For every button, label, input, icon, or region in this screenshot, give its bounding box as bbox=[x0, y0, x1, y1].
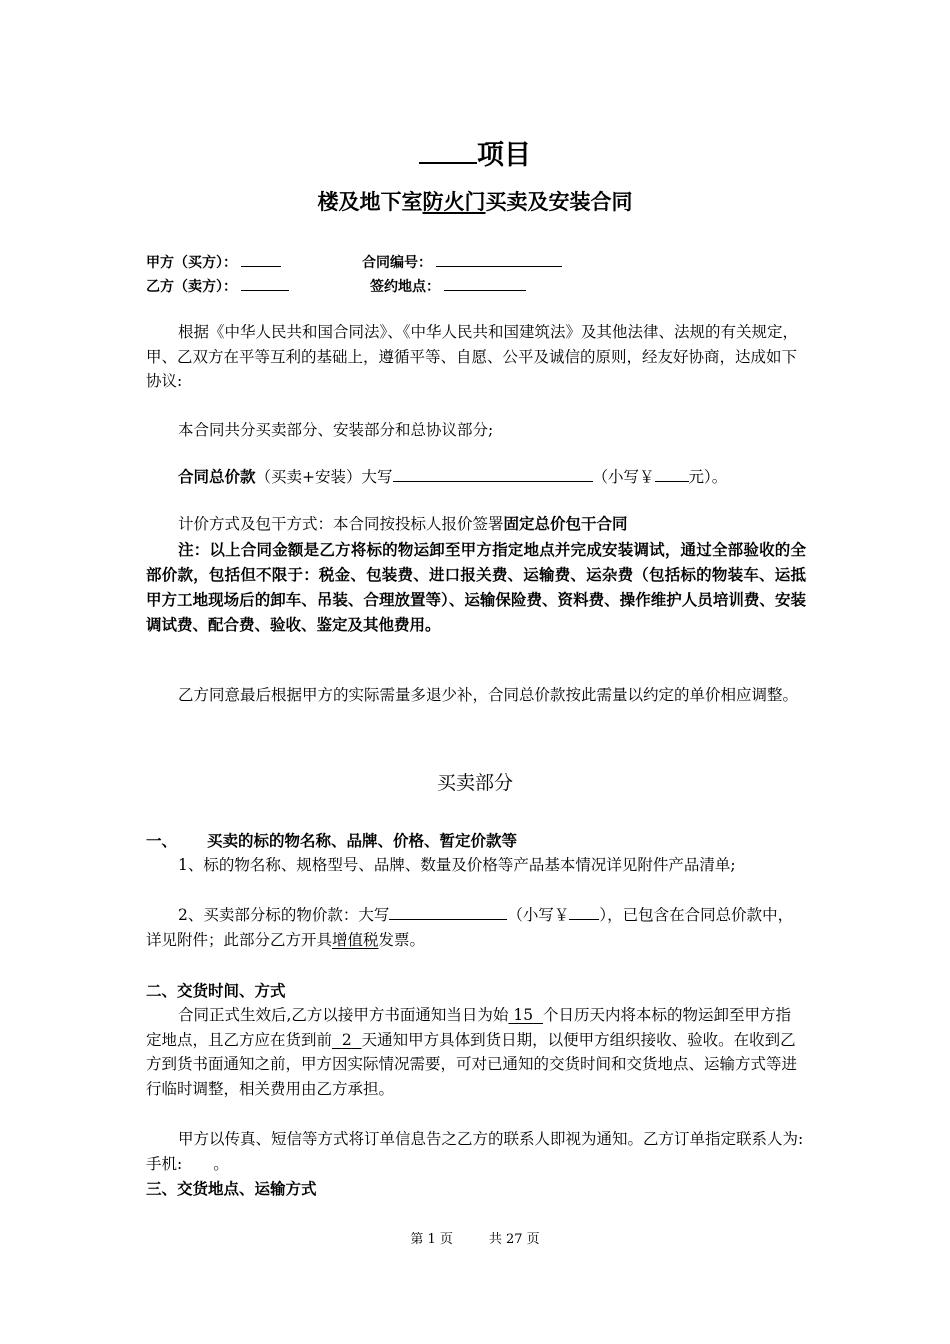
party-b-line: 乙方（卖方）： bbox=[146, 276, 289, 296]
sale-price-number-blank bbox=[569, 903, 599, 920]
article-1-item-1: 1、标的物名称、规格型号、品牌、数量及价格等产品基本情况详见附件产品清单; bbox=[178, 856, 736, 874]
article-3-heading: 三、交货地点、运输方式 bbox=[146, 1180, 317, 1198]
page-footer bbox=[0, 1228, 950, 1247]
sign-place-blank bbox=[444, 276, 526, 291]
article-1-heading: 一、 买卖的标的物名称、品牌、价格、暂定价款等 bbox=[146, 832, 518, 850]
article-2-paragraph-1: 合同正式生效后,乙方以接甲方书面通知当日为始 15 个日历天内将本标的物运卸至甲方指定地点，且乙方应在货到前 2 天通知甲方具体到货日期，以便甲方组织接收、验收。在收到乙方到货书面通知之前，甲方因实际情况需要，可对已通知的交货时间和交货地点、运输方式等进行临时调整，相关费用由乙方承担。 bbox=[146, 1006, 798, 1098]
page-total: 共 27 页 bbox=[488, 1232, 540, 1247]
sign-place-line: 签约地点： bbox=[370, 276, 526, 296]
contract-no-blank bbox=[436, 252, 562, 267]
price-note-paragraph: 注：以上合同金额是乙方将标的物运卸至甲方指定地点并完成安装调试，通过全部验收的全部价款，包括但不限于：税金、包装费、进口报关费、运输费、运杂费（包括标的物装车、运抵甲方工地现场后的卸车、吊装、合理放置等）、运输保险费、资料费、操作维护人员培训费、安装调试费、配合费、验收、鉴定及其他费用。 bbox=[146, 541, 806, 634]
total-price-number-blank bbox=[655, 465, 689, 482]
adjustment-paragraph: 乙方同意最后根据甲方的实际需量多退少补，合同总价款按此需量以约定的单价相应调整。 bbox=[178, 686, 799, 704]
article-2-heading: 二、交货时间、方式 bbox=[146, 982, 286, 1000]
project-name-blank bbox=[419, 138, 477, 164]
total-price-line: 合同总价款（买卖+安装）大写 （小写￥ 元）。 bbox=[146, 465, 806, 490]
contract-no-line: 合同编号： bbox=[362, 252, 562, 272]
section-title-sale: 买卖部分 bbox=[436, 772, 513, 794]
page-number: 第 1 页 bbox=[410, 1232, 453, 1247]
document-subtitle: 楼及地下室防火门买卖及安装合同 bbox=[317, 190, 633, 214]
party-a-line: 甲方（买方）： bbox=[146, 252, 281, 272]
pricing-method-line: 计价方式及包干方式：本合同按投标人报价签署固定总价包干合同 bbox=[178, 515, 628, 533]
intro-paragraph: 根据《中华人民共和国合同法》、《中华人民共和国建筑法》及其他法律、法规的有关规定，甲、乙双方在平等互利的基础上，遵循平等、自愿、公平及诚信的原则，经友好协商，达成如下协议: bbox=[146, 323, 799, 390]
document-title: 项目 bbox=[0, 133, 950, 172]
contract-parts-paragraph: 本合同共分买卖部分、安装部分和总协议部分; bbox=[178, 421, 494, 439]
party-b-blank bbox=[241, 276, 289, 291]
total-price-words-blank bbox=[393, 465, 593, 482]
sale-price-words-blank bbox=[389, 903, 507, 920]
party-a-blank bbox=[241, 252, 281, 267]
article-2-paragraph-2: 甲方以传真、短信等方式将订单信息告之乙方的联系人即视为通知。乙方订单指定联系人为: 手机: 。 bbox=[146, 1130, 835, 1173]
article-1-item-2: 2、买卖部分标的物价款：大写 （小写￥ ），已包含在合同总价款中，详见附件；此部分乙方开具增值税发票。 bbox=[146, 903, 806, 952]
